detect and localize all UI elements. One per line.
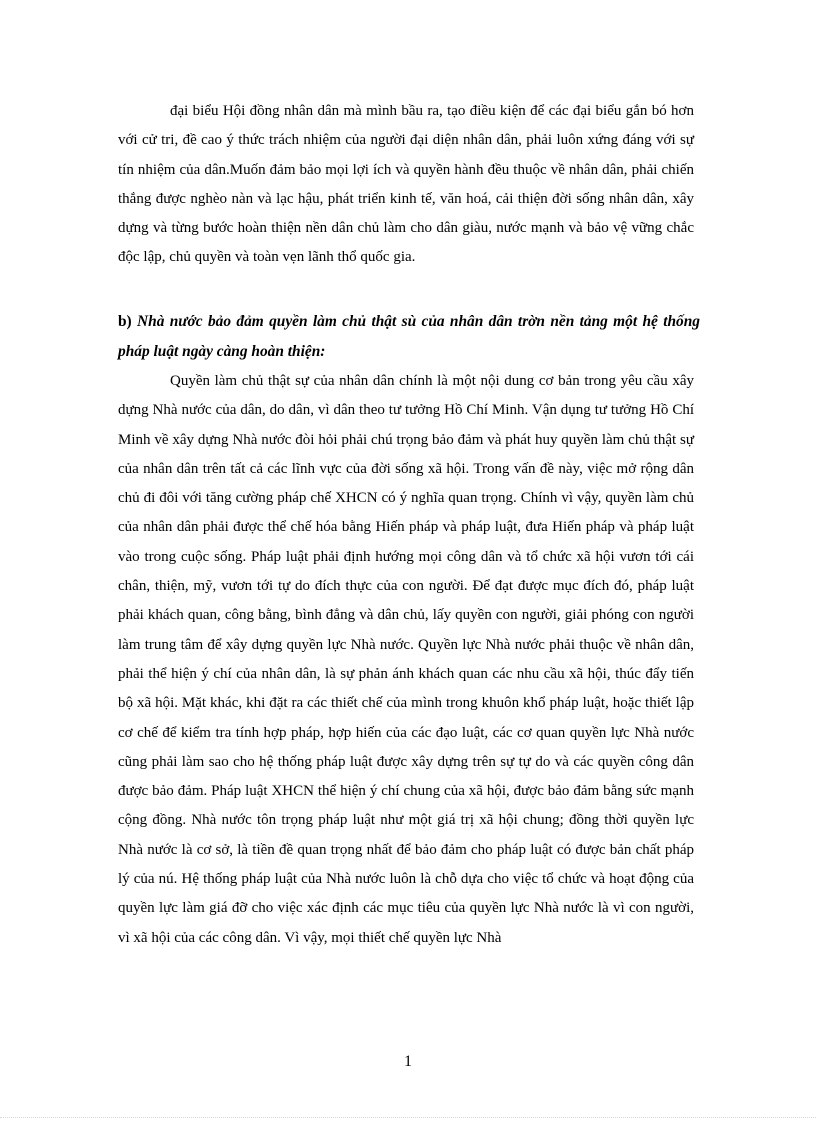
section-heading-label: b) xyxy=(118,313,132,330)
section-heading-text: Nhà nước bảo đảm quyền làm chủ thật sù của nhân dân trờn nền tảng một hệ thống pháp luật ngày càng hoàn thiện: xyxy=(118,313,700,360)
page-number: 1 xyxy=(404,1053,412,1070)
body-paragraph xyxy=(118,97,694,273)
section-heading xyxy=(118,307,700,367)
paragraph-text: Quyền làm chủ thật sự của nhân dân chính là một nội dung cơ bản trong yêu cầu xây dựng Nhà nước của dân, do dân, vì dân theo tư tưởng Hồ Chí Minh. Vận dụng tư tưởng Hồ Chí Minh về xây dựng Nhà nước đòi hỏi phải chú trọng bảo đảm và phát huy quyền làm chủ thật sự của nhân dân trên tất cả các lĩnh vực của đời sống xã hội. Trong vấn đề này, việc mở rộng dân chủ đi đôi với tăng cường pháp chế XHCN có ý nghĩa quan trọng. Chính vì vậy, quyền làm chủ của nhân dân phải được thể chế hóa bằng Hiến pháp và pháp luật, đưa Hiến pháp và pháp luật vào trong cuộc sống. Pháp luật phải định hướng mọi công dân và tổ chức xã hội vươn tới cái chân, thiện, mỹ, vươn tới tự do đích thực của con người. Để đạt được mục đích đó, pháp luật phải khách quan, công bằng, bình đẳng và dân chủ, lấy quyền con người, giải phóng con người làm trung tâm để xây dựng quyền lực Nhà nước. Quyền lực Nhà nước phải thuộc về nhân dân, phải thể hiện ý chí của nhân dân, là sự phản ánh khách quan các nhu cầu xã hội, thúc đẩy tiến bộ xã hội. Mặt khác, khi đặt ra các thiết chế của mình trong khuôn khổ pháp luật, hoặc thiết lập cơ chế để kiểm tra tính hợp pháp, hợp hiến của các đạo luật, các cơ quan quyền lực Nhà nước cũng phải làm sao cho hệ thống pháp luật được xây dựng trên sự tự do và các quyền công dân được bảo đảm. Pháp luật XHCN thể hiện ý chí chung của xã hội, được bảo đảm bằng sức mạnh cộng đồng. Nhà nước tôn trọng pháp luật như một giá trị xã hội chung; đồng thời quyền lực Nhà nước là cơ sở, là tiền đề quan trọng nhất để bảo đảm cho pháp luật có được bản chất pháp lý của nú. Hệ thống pháp luật của Nhà nước luôn là chỗ dựa cho việc tổ chức và hoạt động của quyền lực làm giá đỡ cho việc xác định các mục tiêu của quyền lực Nhà nước là vì con người, vì xã hội của các công dân. Vì vậy, mọi thiết chế quyền lực Nhà xyxy=(118,373,694,946)
paragraph-text: đại biểu Hội đồng nhân dân mà mình bầu ra, tạo điều kiện để các đại biểu gắn bó hơn với cử tri, đề cao ý thức trách nhiệm của người đại diện nhân dân, phải luôn xứng đáng với sự tín nhiệm của dân.Muốn đảm bảo mọi lợi ích và quyền hành đều thuộc về nhân dân, phải chiến thắng được nghèo nàn và lạc hậu, phát triển kinh tế, văn hoá, cải thiện đời sống nhân dân, xây dựng và từng bước hoàn thiện nền dân chủ làm cho dân giàu, nước mạnh và bảo vệ vững chắc độc lập, chủ quyền và toàn vẹn lãnh thổ quốc gia. xyxy=(118,103,694,266)
page-bottom-divider xyxy=(0,1117,816,1118)
body-paragraph xyxy=(118,367,694,953)
